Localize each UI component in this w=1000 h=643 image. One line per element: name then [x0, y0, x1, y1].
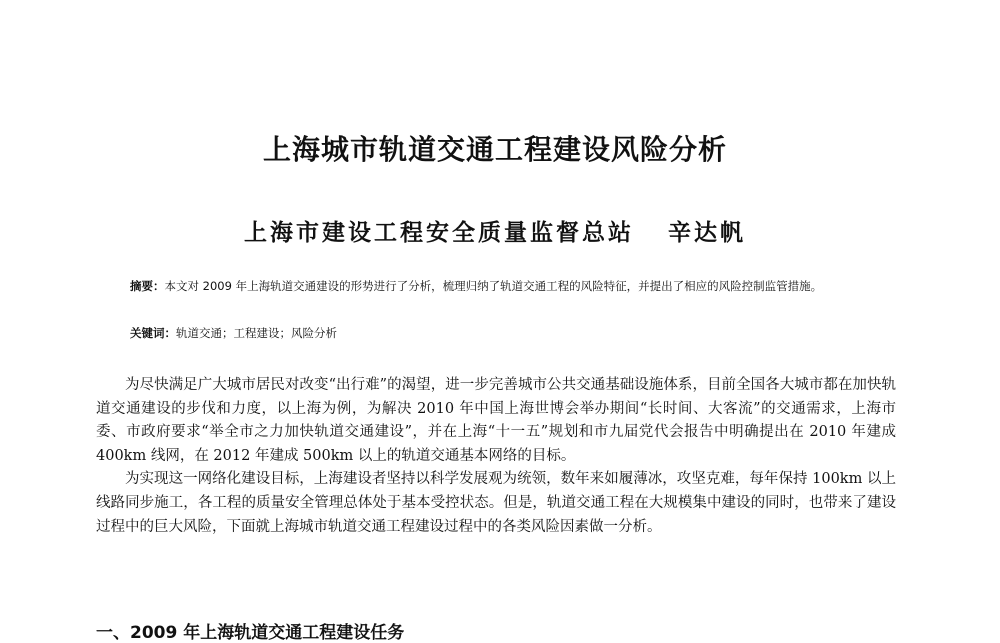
abstract-label: 摘要： [130, 279, 165, 293]
abstract [130, 276, 865, 297]
keywords-label: 关键词： [130, 326, 176, 340]
author-name: 辛达帆 [668, 219, 746, 246]
abstract-text: 本文对 2009 年上海轨道交通建设的形势进行了分析，梳理归纳了轨道交通工程的风险特征，并提出了相应的风险控制监管措施。 [164, 279, 823, 293]
body-paragraph-2: 为实现这一网络化建设目标，上海建设者坚持以科学发展观为统领，数年来如履薄冰，攻坚克难，每年保持 100km 以上线路同步施工，各工程的质量安全管理总体处于基本受控状态。但是，轨道交通工程在大规模集中建设的同时，也带来了建设过程中的巨大风险，下面就上海城市轨道交通工程建设过程中的各类风险因素做一分析。 [96, 471, 896, 535]
paper-title: 上海城市轨道交通工程建设风险分析 [262, 133, 727, 166]
keywords-text: 轨道交通；工程建设；风险分析 [176, 326, 337, 340]
author-affiliation: 上海市建设工程安全质量监督总站 [244, 219, 634, 246]
body-paragraph-1: 为尽快满足广大城市居民对改变“出行难”的渴望，进一步完善城市公共交通基础设施体系，目前全国各大城市都在加快轨道交通建设的步伐和力度，以上海为例，为解决 2010 年中国上海世博会举办期间“长时间、大客流”的交通需求，上海市委、市政府要求“举全市之力加快轨道交通建设”，并在上海“十一五”规划和市九届党代会报告中明确提出在 2010 年建成 400km 线网，在 2012 年建成 500km 以上的轨道交通基本网络的目标。 [96, 377, 896, 464]
section-heading: 一、2009 年上海轨道交通工程建设任务 [96, 623, 405, 643]
body-text [96, 374, 896, 539]
keywords [130, 323, 865, 343]
author-line [0, 214, 990, 247]
